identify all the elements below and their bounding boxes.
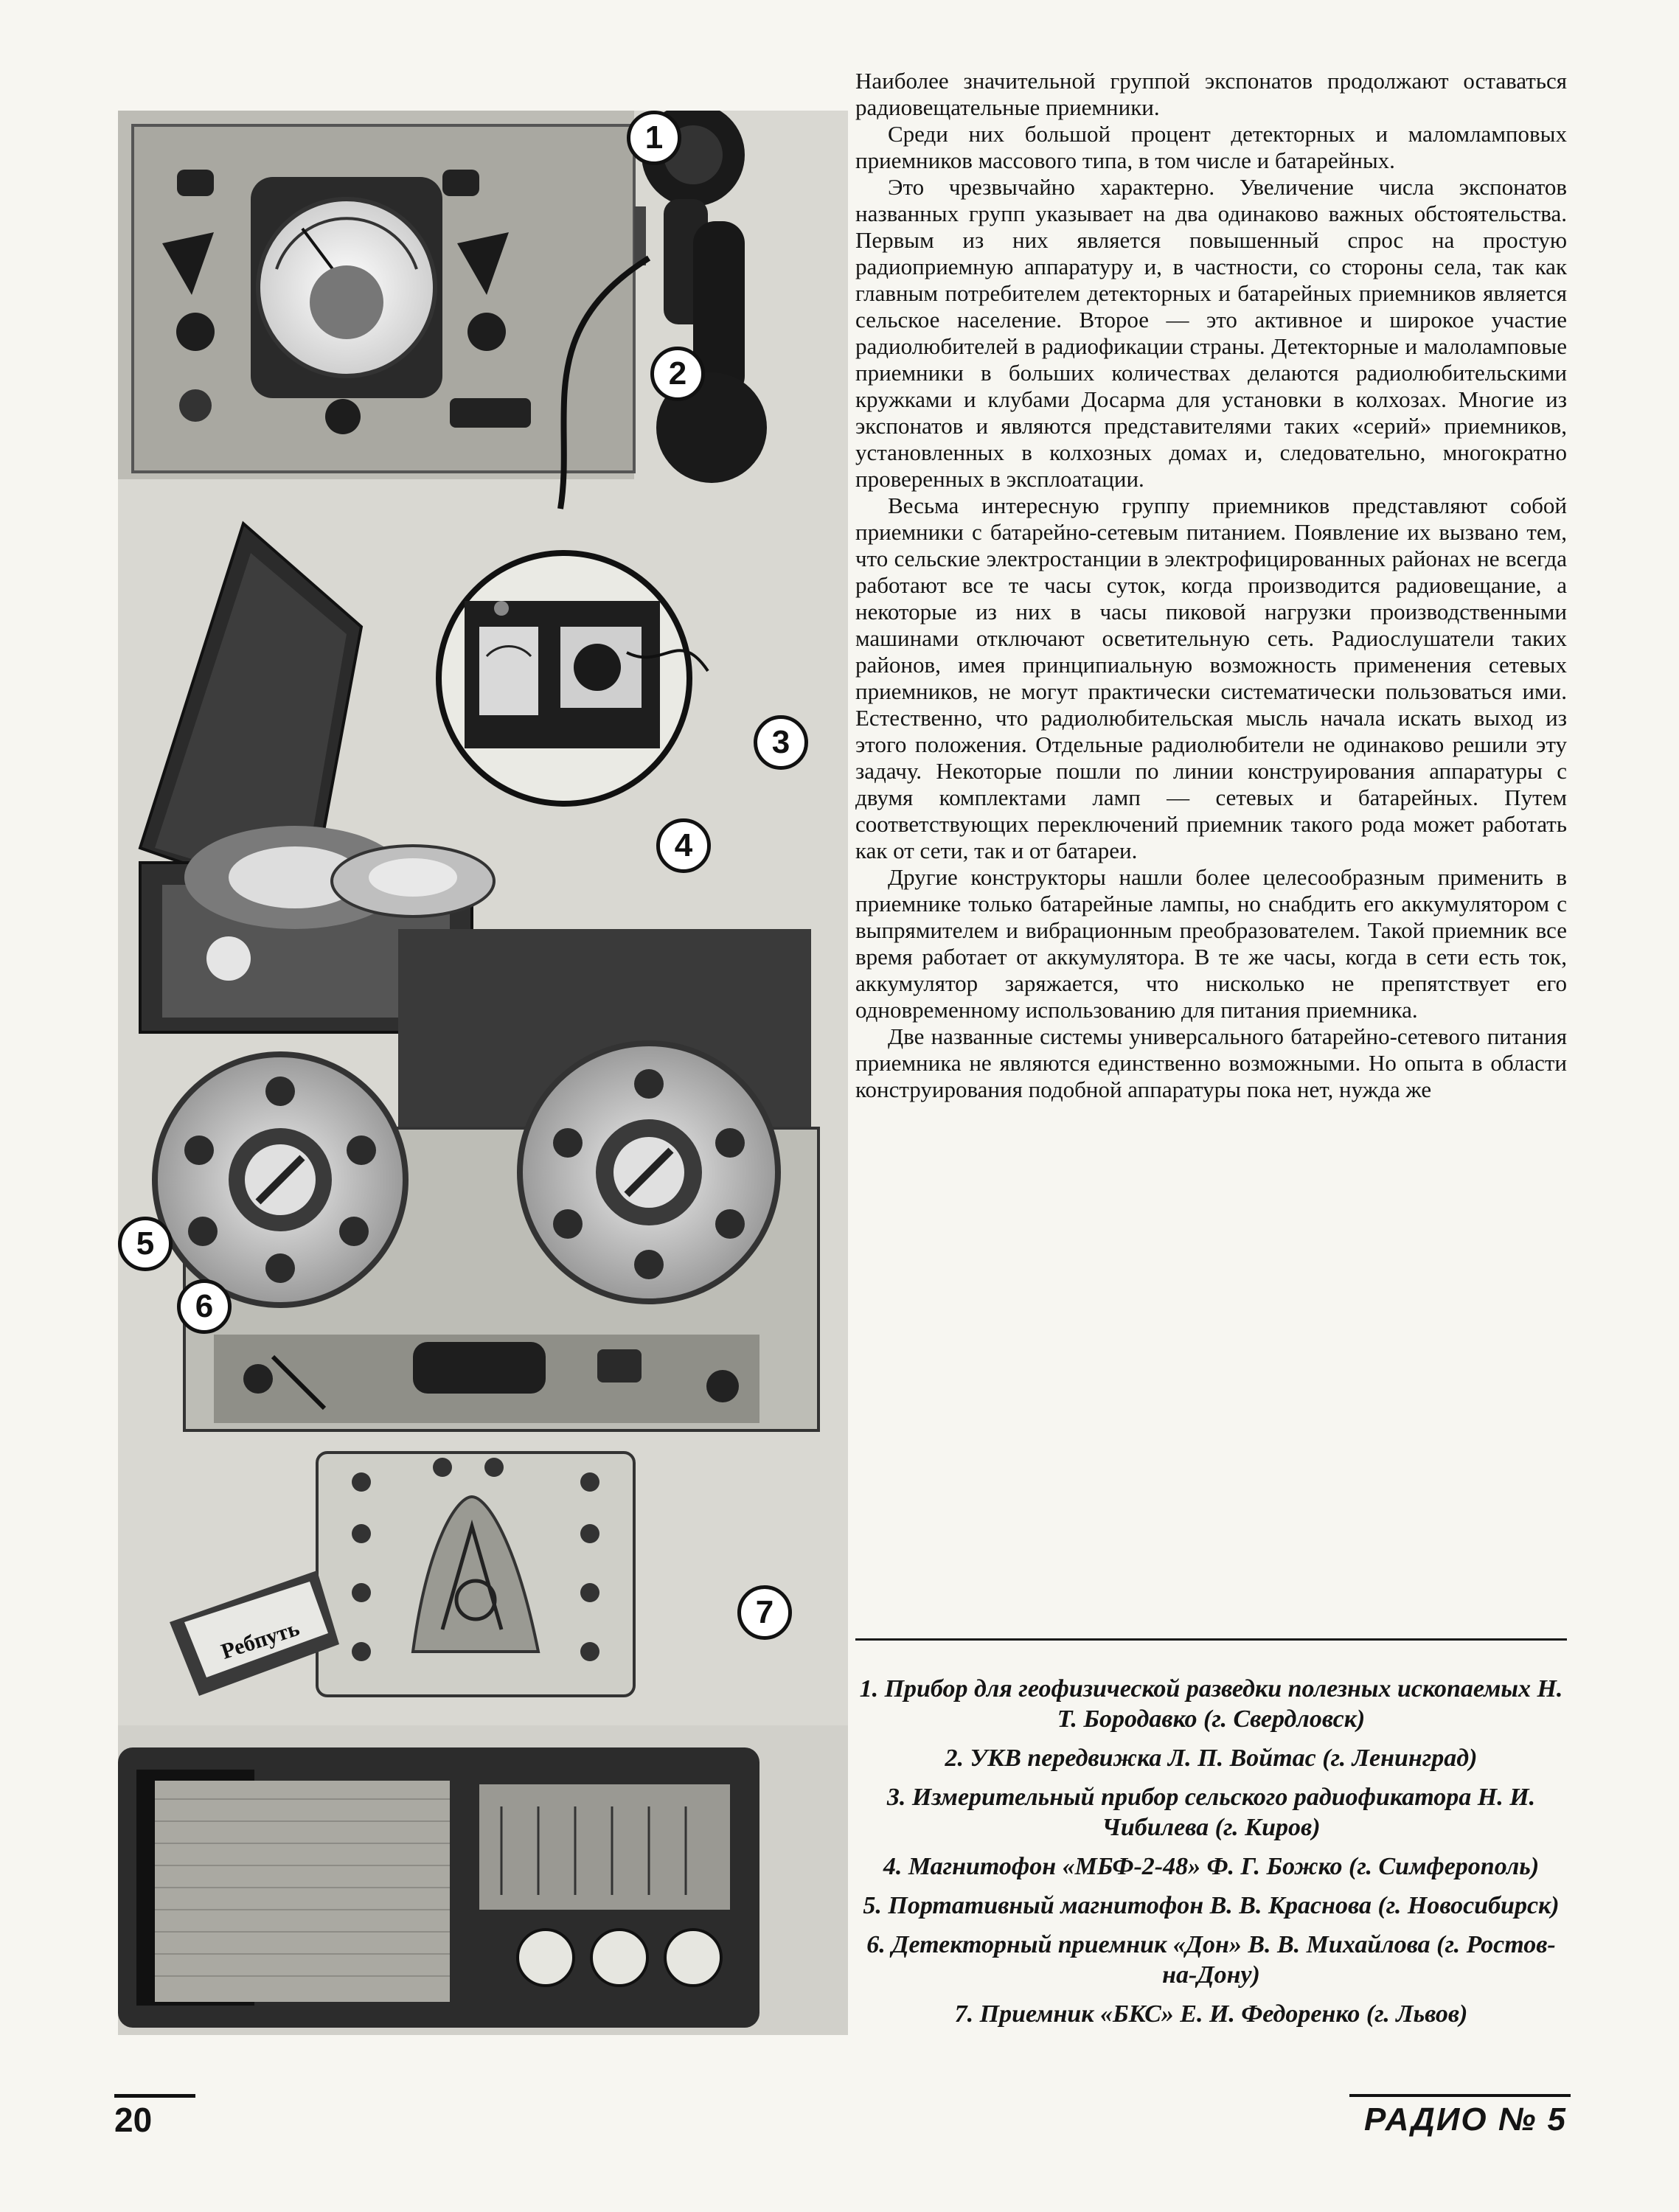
badge-7: 7 [737, 1585, 792, 1640]
caption-7: 7. Приемник «БКС» Е. И. Федоренко (г. Львов) [954, 2000, 1468, 2028]
matchbox-label: Ребпуть [218, 1615, 302, 1664]
journal-rule [1349, 2094, 1571, 2097]
badge-5: 5 [118, 1217, 173, 1271]
detector-receiver-don-photo [170, 1453, 634, 1696]
measuring-device-photo [439, 553, 708, 804]
caption-4: 4. Магнитофон «МБФ-2-48» Ф. Г. Божко (г. Симферополь) [883, 1853, 1540, 1880]
caption-divider [855, 1638, 1567, 1641]
exhibit-photos [118, 111, 848, 2035]
photo-collage [118, 111, 848, 2035]
article-paragraph: Наиболее значительной группой экспонатов продолжают оставаться радиовещательные приемники. [855, 68, 1567, 120]
caption-3: 3. Измерительный прибор сельского радиофикатора Н. И. Чибилева (г. Киров) [886, 1784, 1536, 1841]
article-paragraph: Это чрезвычайно характерно. Увеличение числа экспонатов названных групп указывает на два одинаково важных обстоятельства. Первым из них является повышенный спрос на простую радиоприемную аппаратуру и, в частности, со стороны села, так как главным потребителем детекторных и батарейных приемников является сельское население. Второе — это активное и широкое участие радиолюбителей в радиофикации страны. Детекторные и малоламповые приемники в больших количествах делаются радиолюбительскими кружками и клубами Досарма для установки в колхозах. Многие из экспонатов и являются представителями таких «серий» приемников, установленных в колхозных домах и, следовательно, многократно проверенных в эксплоатации. [855, 174, 1567, 492]
geophysical-instrument-photo [118, 111, 767, 509]
article-body [855, 68, 1567, 1103]
caption-1: 1. Прибор для геофизической разведки полезных ископаемых Н. Т. Бородавко (г. Свердловск) [859, 1675, 1563, 1733]
badge-2: 2 [650, 347, 705, 401]
article-paragraph: Весьма интересную группу приемников представляют собой приемники с батарейно-сетевым питанием. Появление их вызвано тем, что сельские электростанции в электрофицированных районах не всегда работают все те часы суток, когда производится радиовещание, а некоторые из них в часы пиковой нагрузки производственными машинами отключают осветительную сеть. Радиослушатели таких районов, имея принципиальную возможность применения сетевых приемников, не могут практически систематически пользоваться ими. Естественно, что радиолюбительская мысль начала искать выход из этого положения. Отдельные радиолюбители не одинаково решили эту задачу. Некоторые пошли по линии конструирования аппаратуры с двумя комплектами ламп — сетевых и батарейных. Путем соответствующих переключений приемник такого рода может работать как от сети, так и от батареи. [855, 493, 1567, 863]
caption-5: 5. Портативный магнитофон В. В. Краснова (г. Новосибирск) [863, 1892, 1560, 1919]
article-paragraph: Среди них большой процент детекторных и маломламповых приемников массового типа, в том числе и батарейных. [855, 121, 1567, 173]
article-paragraph: Другие конструкторы нашли более целесообразным применить в приемнике только батарейные лампы, но снабдить его аккумулятором с выпрямителем и вибрационным преобразователем. Такой приемник все время работает от аккумулятора. В те же часы, когда в сети есть ток, аккумулятор заряжается, что нисколько не препятствует его одновременному использованию для питания приемника. [855, 864, 1567, 1023]
page-number-rule [114, 2094, 195, 2098]
badge-4: 4 [656, 818, 711, 873]
caption-6: 6. Детекторный приемник «Дон» В. В. Михайлова (г. Ростов-на-Дону) [866, 1931, 1556, 1989]
page-number: 20 [114, 2101, 153, 2139]
journal-name: РАДИО № 5 [1364, 2101, 1567, 2138]
badge-6: 6 [177, 1279, 232, 1334]
badge-1: 1 [627, 111, 681, 165]
article-paragraph: Две названные системы универсального батарейно-сетевого питания приемника не являются единственно возможными. Но опыта в области конструирования подобной аппаратуры пока нет, нужда же [855, 1023, 1567, 1102]
badge-3: 3 [754, 715, 808, 770]
figure-captions [855, 1674, 1567, 2038]
bks-receiver-photo [118, 1725, 848, 2035]
caption-2: 2. УКВ передвижка Л. П. Войтас (г. Ленинград) [945, 1745, 1478, 1772]
